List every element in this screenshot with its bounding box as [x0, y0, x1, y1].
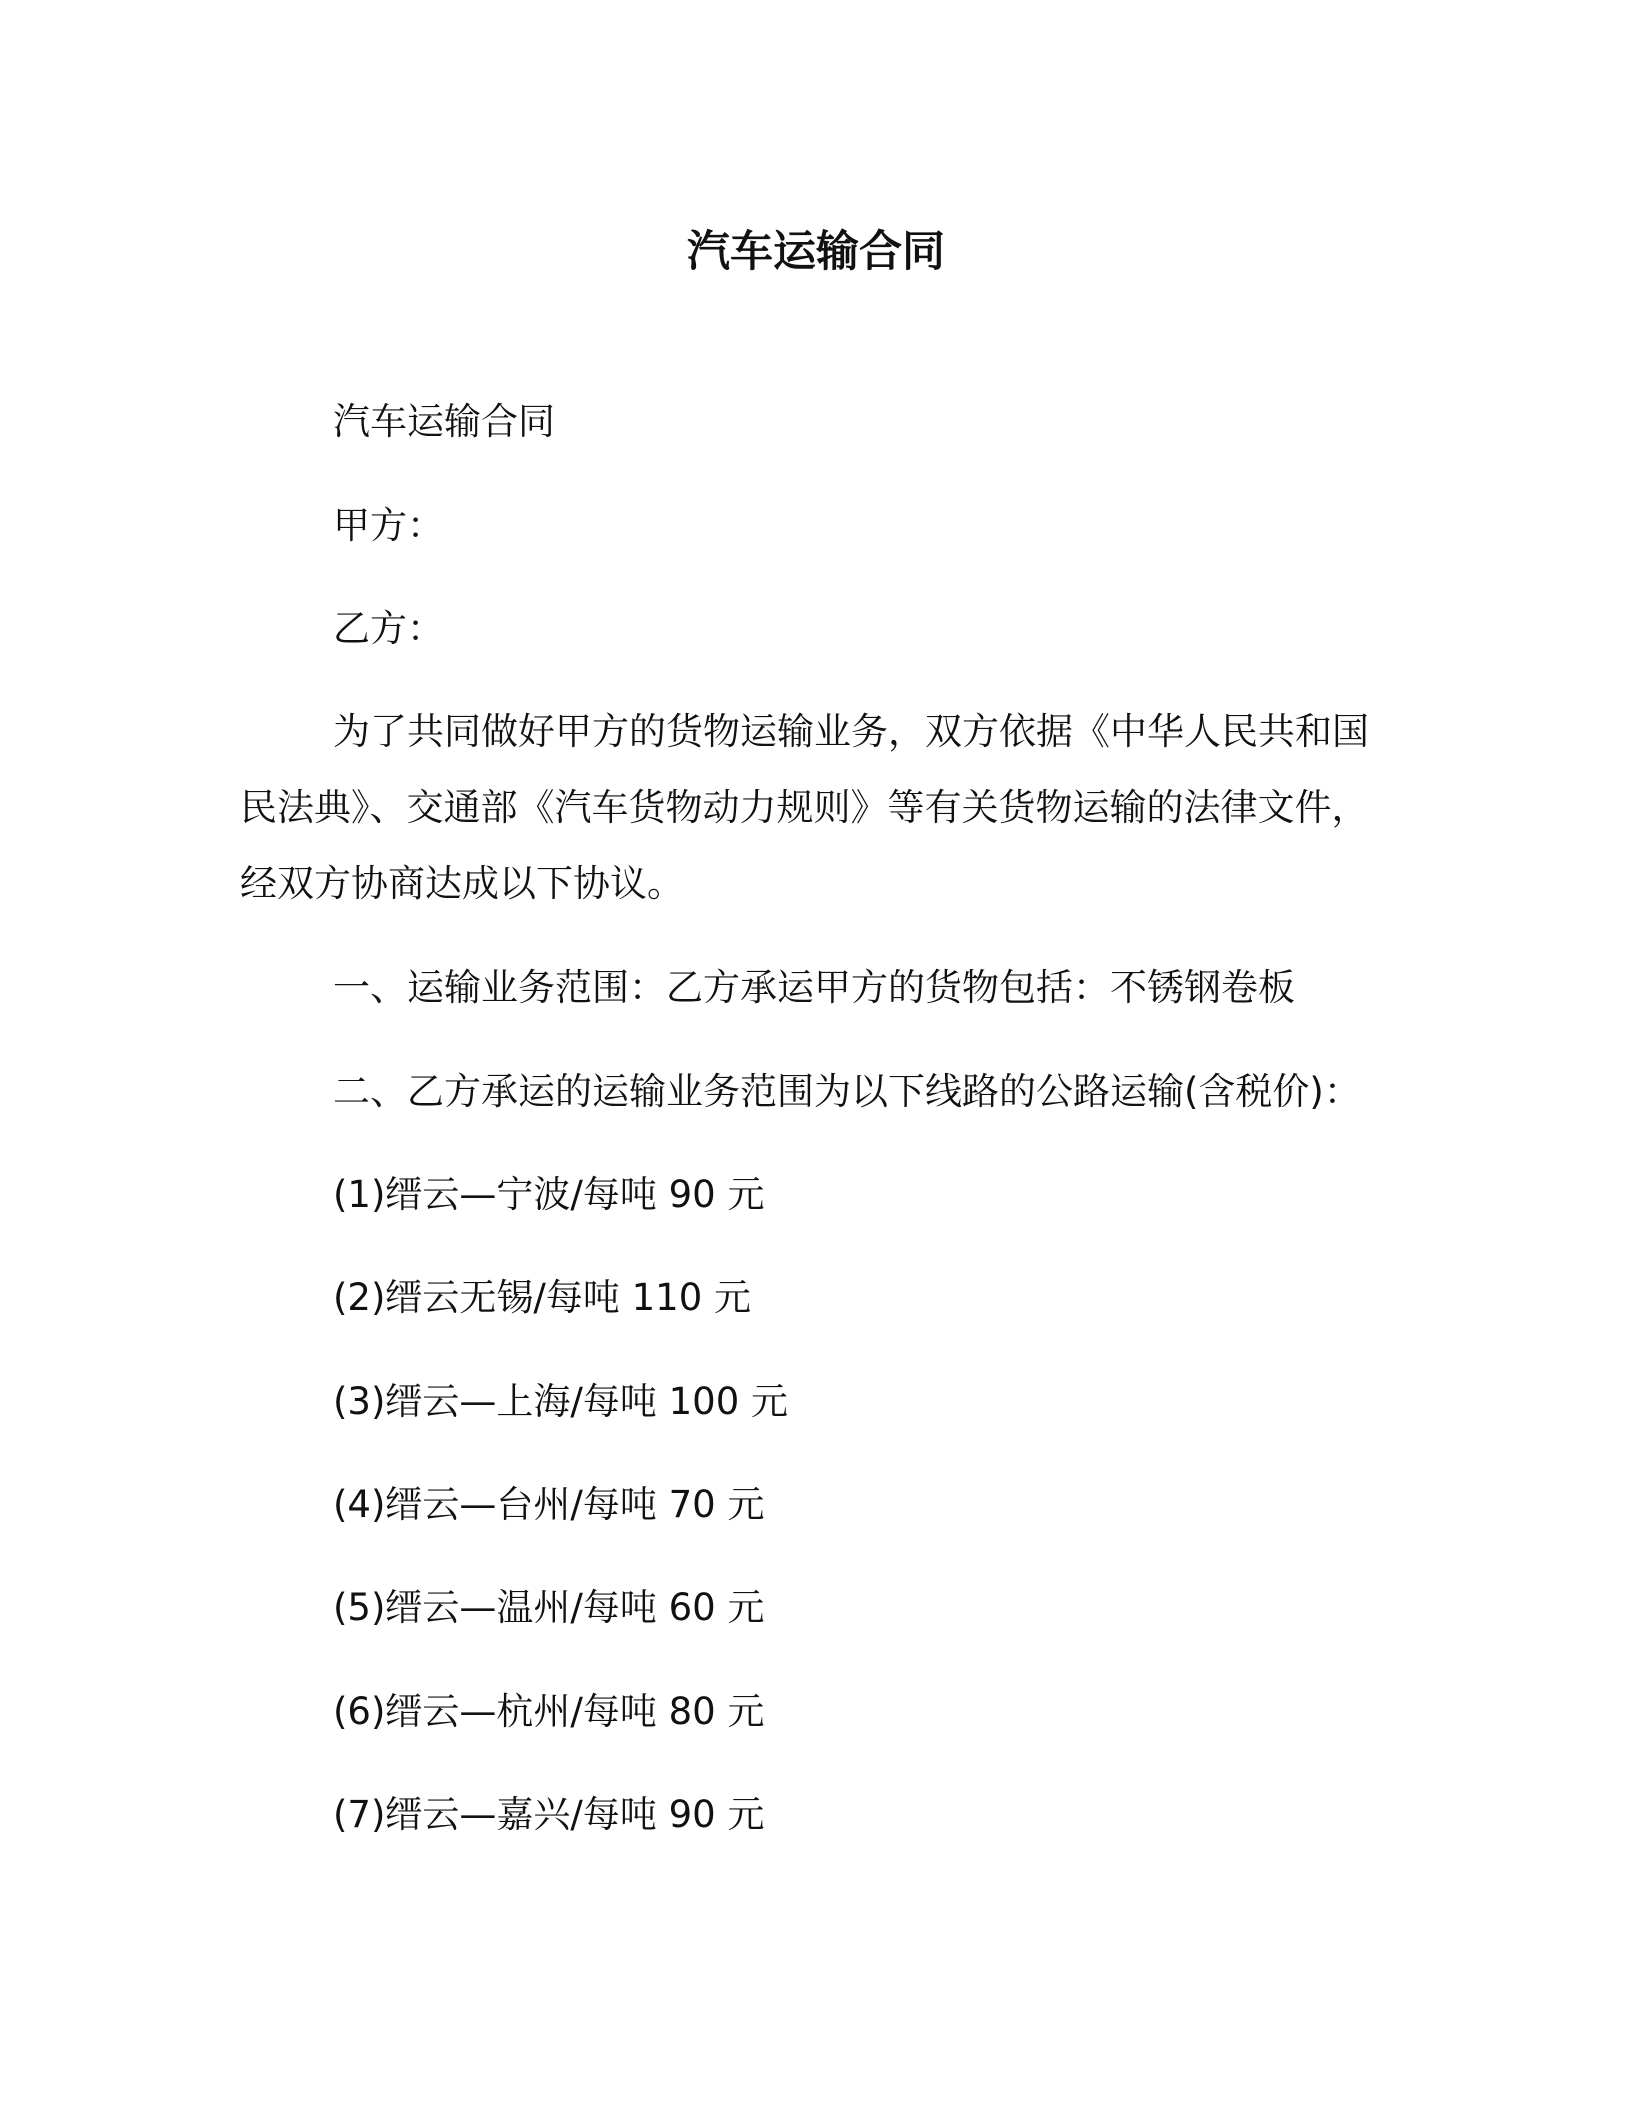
- contract-subtitle: 汽车运输合同: [333, 400, 555, 443]
- party-a-label: 甲方：: [333, 504, 444, 547]
- party-b-label: 乙方：: [333, 607, 444, 650]
- route-item: (3)缙云—上海/每吨 100 元: [333, 1380, 789, 1423]
- document-title: 汽车运输合同: [687, 227, 945, 277]
- clause-1: 一、运输业务范围：乙方承运甲方的货物包括：不锈钢卷板: [333, 966, 1295, 1009]
- clause-2: 二、乙方承运的运输业务范围为以下线路的公路运输(含税价)：: [333, 1070, 1361, 1113]
- route-item: (7)缙云—嘉兴/每吨 90 元: [333, 1793, 765, 1836]
- route-item: (1)缙云—宁波/每吨 90 元: [333, 1173, 765, 1216]
- route-item: (5)缙云—温州/每吨 60 元: [333, 1586, 765, 1629]
- route-item: (2)缙云无锡/每吨 110 元: [333, 1276, 752, 1319]
- route-item: (6)缙云—杭州/每吨 80 元: [333, 1690, 765, 1733]
- route-item: (4)缙云—台州/每吨 70 元: [333, 1483, 765, 1526]
- preamble-paragraph: 为了共同做好甲方的货物运输业务，双方依据《中华人民共和国民法典》、交通部《汽车货物动力规则》等有关货物运输的法律文件，经双方协商达成以下协议。: [240, 710, 1369, 905]
